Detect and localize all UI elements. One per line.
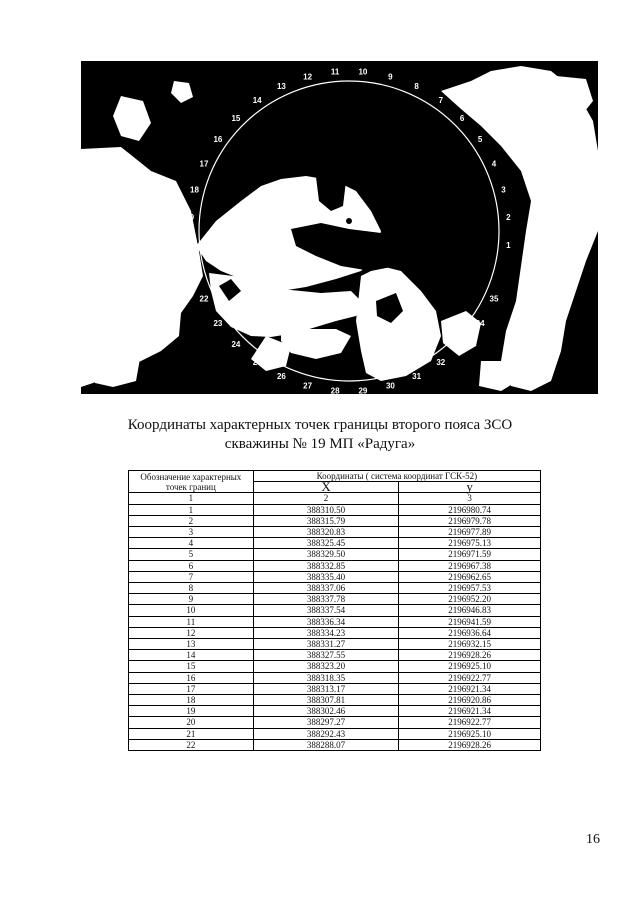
- boundary-point-label: 25: [252, 358, 262, 368]
- y-coordinate-cell: 2196962.65: [399, 571, 541, 582]
- point-number-cell: 7: [129, 571, 254, 582]
- y-coordinate-cell: 2196957.53: [399, 582, 541, 593]
- x-coordinate-cell: 388329.50: [253, 549, 399, 560]
- boundary-point-label: 17: [199, 159, 209, 169]
- x-coordinate-cell: 388337.06: [253, 582, 399, 593]
- boundary-point-label: 15: [231, 113, 241, 123]
- boundary-point-label: 21: [190, 268, 199, 278]
- column-number-3: 3: [399, 493, 541, 504]
- point-number-cell: 18: [129, 695, 254, 706]
- point-number-cell: 8: [129, 582, 254, 593]
- x-coordinate-cell: 388337.78: [253, 594, 399, 605]
- boundary-point-label: 14: [252, 95, 262, 105]
- point-number-cell: 1: [129, 504, 254, 515]
- boundary-point-label: 24: [231, 340, 241, 350]
- boundary-point-label: 29: [358, 386, 368, 394]
- y-coordinate-cell: 2196922.77: [399, 672, 541, 683]
- table-row: [129, 538, 541, 549]
- y-coordinate-cell: 2196921.34: [399, 706, 541, 717]
- boundary-point-label: 33: [457, 340, 467, 350]
- table-row: [129, 515, 541, 526]
- y-coordinate-cell: 2196967.38: [399, 560, 541, 571]
- x-coordinate-cell: 388310.50: [253, 504, 399, 515]
- boundary-point-label: 30: [385, 381, 395, 391]
- well-marker: [346, 218, 352, 224]
- x-coordinate-cell: 388302.46: [253, 706, 399, 717]
- table-row: [129, 672, 541, 683]
- point-number-cell: 21: [129, 728, 254, 739]
- y-coordinate-cell: 2196928.26: [399, 739, 541, 750]
- x-coordinate-cell: 388334.23: [253, 627, 399, 638]
- y-coordinate-cell: 2196941.59: [399, 616, 541, 627]
- x-coordinate-cell: 388335.40: [253, 571, 399, 582]
- coordinates-table: [128, 470, 541, 751]
- boundary-point-label: 7: [438, 95, 444, 105]
- boundary-point-label: 1: [506, 240, 511, 250]
- header-point-designation: Обозначение характерных точек границ: [129, 471, 254, 493]
- table-row: [129, 616, 541, 627]
- x-coordinate-cell: 388313.17: [253, 683, 399, 694]
- table-row: [129, 627, 541, 638]
- caption-line-1: Координаты характерных точек границы второго пояса ЗСО: [127, 417, 513, 433]
- boundary-point-label: 20: [185, 240, 195, 250]
- table-row: [129, 683, 541, 694]
- x-coordinate-cell: 388337.54: [253, 605, 399, 616]
- x-coordinate-cell: 388327.55: [253, 650, 399, 661]
- point-number-cell: 12: [129, 627, 254, 638]
- y-coordinate-cell: 2196920.86: [399, 695, 541, 706]
- point-number-cell: 15: [129, 661, 254, 672]
- point-number-cell: 10: [129, 605, 254, 616]
- x-coordinate-cell: 388315.79: [253, 515, 399, 526]
- boundary-point-label: 3: [501, 185, 506, 195]
- y-coordinate-cell: 2196932.15: [399, 639, 541, 650]
- x-coordinate-cell: 388292.43: [253, 728, 399, 739]
- point-number-cell: 19: [129, 706, 254, 717]
- boundary-point-label: 4: [491, 159, 497, 169]
- y-coordinate-cell: 2196936.64: [399, 627, 541, 638]
- point-number-cell: 17: [129, 683, 254, 694]
- point-number-cell: 22: [129, 739, 254, 750]
- y-coordinate-cell: 2196979.78: [399, 515, 541, 526]
- table-row: [129, 571, 541, 582]
- y-coordinate-cell: 2196975.13: [399, 538, 541, 549]
- table-row: [129, 594, 541, 605]
- x-coordinate-cell: 388318.35: [253, 672, 399, 683]
- boundary-point-label: 6: [459, 113, 465, 123]
- table-row: [129, 504, 541, 515]
- table-row: [129, 739, 541, 750]
- table-row: [129, 717, 541, 728]
- x-coordinate-cell: 388307.81: [253, 695, 399, 706]
- boundary-point-label: 5: [477, 135, 483, 145]
- table-row: [129, 582, 541, 593]
- boundary-point-label: 18: [190, 185, 199, 195]
- boundary-point-label: 28: [330, 386, 340, 394]
- x-coordinate-cell: 388325.45: [253, 538, 399, 549]
- point-number-cell: 2: [129, 515, 254, 526]
- boundary-point-label: 34: [475, 318, 485, 328]
- y-coordinate-cell: 2196980.74: [399, 504, 541, 515]
- boundary-point-label: 16: [213, 135, 223, 145]
- boundary-point-label: 19: [185, 213, 195, 223]
- x-coordinate-cell: 388336.34: [253, 616, 399, 627]
- boundary-map: [81, 61, 598, 394]
- x-coordinate-cell: 388331.27: [253, 639, 399, 650]
- header-x: X: [253, 482, 399, 493]
- y-coordinate-cell: 2196952.20: [399, 594, 541, 605]
- boundary-point-label: 23: [213, 318, 223, 328]
- point-number-cell: 20: [129, 717, 254, 728]
- coordinates-table-body: [129, 504, 541, 750]
- point-number-cell: 6: [129, 560, 254, 571]
- x-coordinate-cell: 388288.07: [253, 739, 399, 750]
- table-row: [129, 526, 541, 537]
- boundary-point-label: 22: [199, 294, 209, 304]
- point-number-cell: 5: [129, 549, 254, 560]
- table-row: [129, 728, 541, 739]
- table-row: [129, 639, 541, 650]
- boundary-point-label: 11: [330, 67, 340, 77]
- point-number-cell: 3: [129, 526, 254, 537]
- table-row: [129, 549, 541, 560]
- point-number-cell: 4: [129, 538, 254, 549]
- boundary-point-label: 26: [276, 372, 286, 381]
- point-number-cell: 9: [129, 594, 254, 605]
- boundary-point-label: 35: [489, 294, 499, 304]
- point-number-cell: 11: [129, 616, 254, 627]
- map-road: [309, 213, 369, 218]
- point-number-cell: 16: [129, 672, 254, 683]
- boundary-point-label: 13: [276, 82, 286, 91]
- table-row: [129, 650, 541, 661]
- boundary-point-label: 9: [388, 72, 393, 82]
- boundary-point-label: 10: [358, 67, 368, 77]
- header-coordinates: Координаты ( система координат ГСК-52): [253, 471, 540, 482]
- x-coordinate-cell: 388323.20: [253, 661, 399, 672]
- boundary-point-label: 31: [412, 372, 422, 381]
- y-coordinate-cell: 2196922.77: [399, 717, 541, 728]
- table-row: [129, 695, 541, 706]
- caption-line-2: скважины № 19 МП «Радуга»: [224, 436, 416, 452]
- page-number: 16: [586, 832, 600, 847]
- boundary-point-label: 32: [436, 358, 446, 368]
- y-coordinate-cell: 2196971.59: [399, 549, 541, 560]
- table-row: [129, 560, 541, 571]
- point-number-cell: 13: [129, 639, 254, 650]
- table-row: [129, 706, 541, 717]
- column-number-1: 1: [129, 493, 254, 504]
- header-y: y: [399, 482, 541, 493]
- boundary-point-label: 12: [303, 72, 313, 82]
- boundary-point-label: 27: [303, 381, 313, 391]
- boundary-point-label: 8: [414, 82, 419, 91]
- table-row: [129, 661, 541, 672]
- x-coordinate-cell: 388332.85: [253, 560, 399, 571]
- y-coordinate-cell: 2196925.10: [399, 661, 541, 672]
- y-coordinate-cell: 2196946.83: [399, 605, 541, 616]
- y-coordinate-cell: 2196928.26: [399, 650, 541, 661]
- table-caption: [100, 416, 540, 454]
- boundary-point-label: 2: [506, 213, 511, 223]
- y-coordinate-cell: 2196925.10: [399, 728, 541, 739]
- column-number-2: 2: [253, 493, 399, 504]
- point-number-cell: 14: [129, 650, 254, 661]
- y-coordinate-cell: 2196977.89: [399, 526, 541, 537]
- y-coordinate-cell: 2196921.34: [399, 683, 541, 694]
- x-coordinate-cell: 388320.83: [253, 526, 399, 537]
- table-row: [129, 605, 541, 616]
- x-coordinate-cell: 388297.27: [253, 717, 399, 728]
